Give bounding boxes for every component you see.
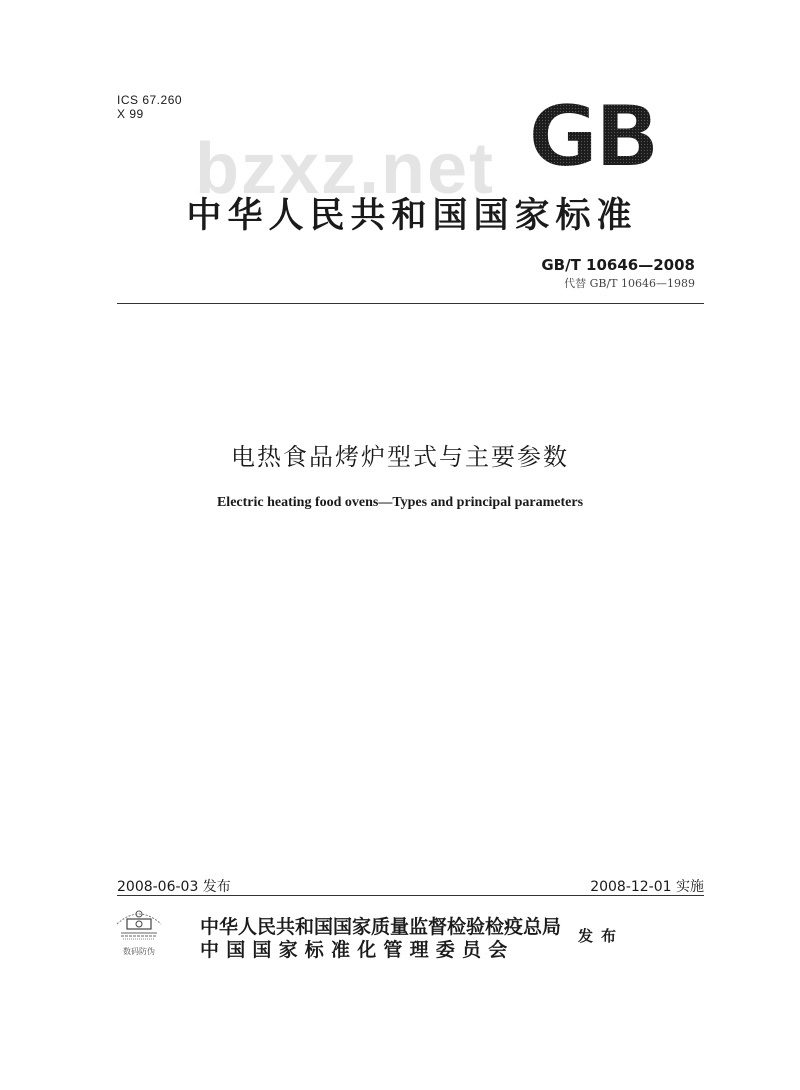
publish-suffix: 发布 xyxy=(578,927,625,945)
ccs-code: X 99 xyxy=(117,107,144,121)
top-divider xyxy=(117,303,704,304)
gb-logo xyxy=(520,98,665,172)
gb-logo-text: GB xyxy=(527,98,657,172)
replaces-standard: 代替 GB/T 10646—1989 xyxy=(564,277,695,290)
organization-title: 中华人民共和国国家标准 xyxy=(186,196,638,236)
bottom-divider xyxy=(117,895,704,896)
chinese-title: 电热食品烤炉型式与主要参数 xyxy=(231,443,569,471)
watermark: bzxz.net xyxy=(195,129,496,209)
publisher-line-2: 中国国家标准化管理委员会 xyxy=(200,939,515,961)
publisher-line-1: 中华人民共和国国家质量监督检验检疫总局 xyxy=(200,916,562,938)
seal-caption: 数码防伪 xyxy=(123,947,155,956)
standard-code: GB/T 10646—2008 xyxy=(541,256,695,274)
implementation-date: 2008-12-01 实施 xyxy=(590,879,704,895)
standard-number-block xyxy=(541,256,695,291)
issue-date: 2008-06-03 发布 xyxy=(117,879,231,895)
ics-code: ICS 67.260 xyxy=(117,93,183,107)
english-title: Electric heating food ovens—Types and principal parameters xyxy=(216,495,584,510)
classification-codes xyxy=(117,93,182,121)
